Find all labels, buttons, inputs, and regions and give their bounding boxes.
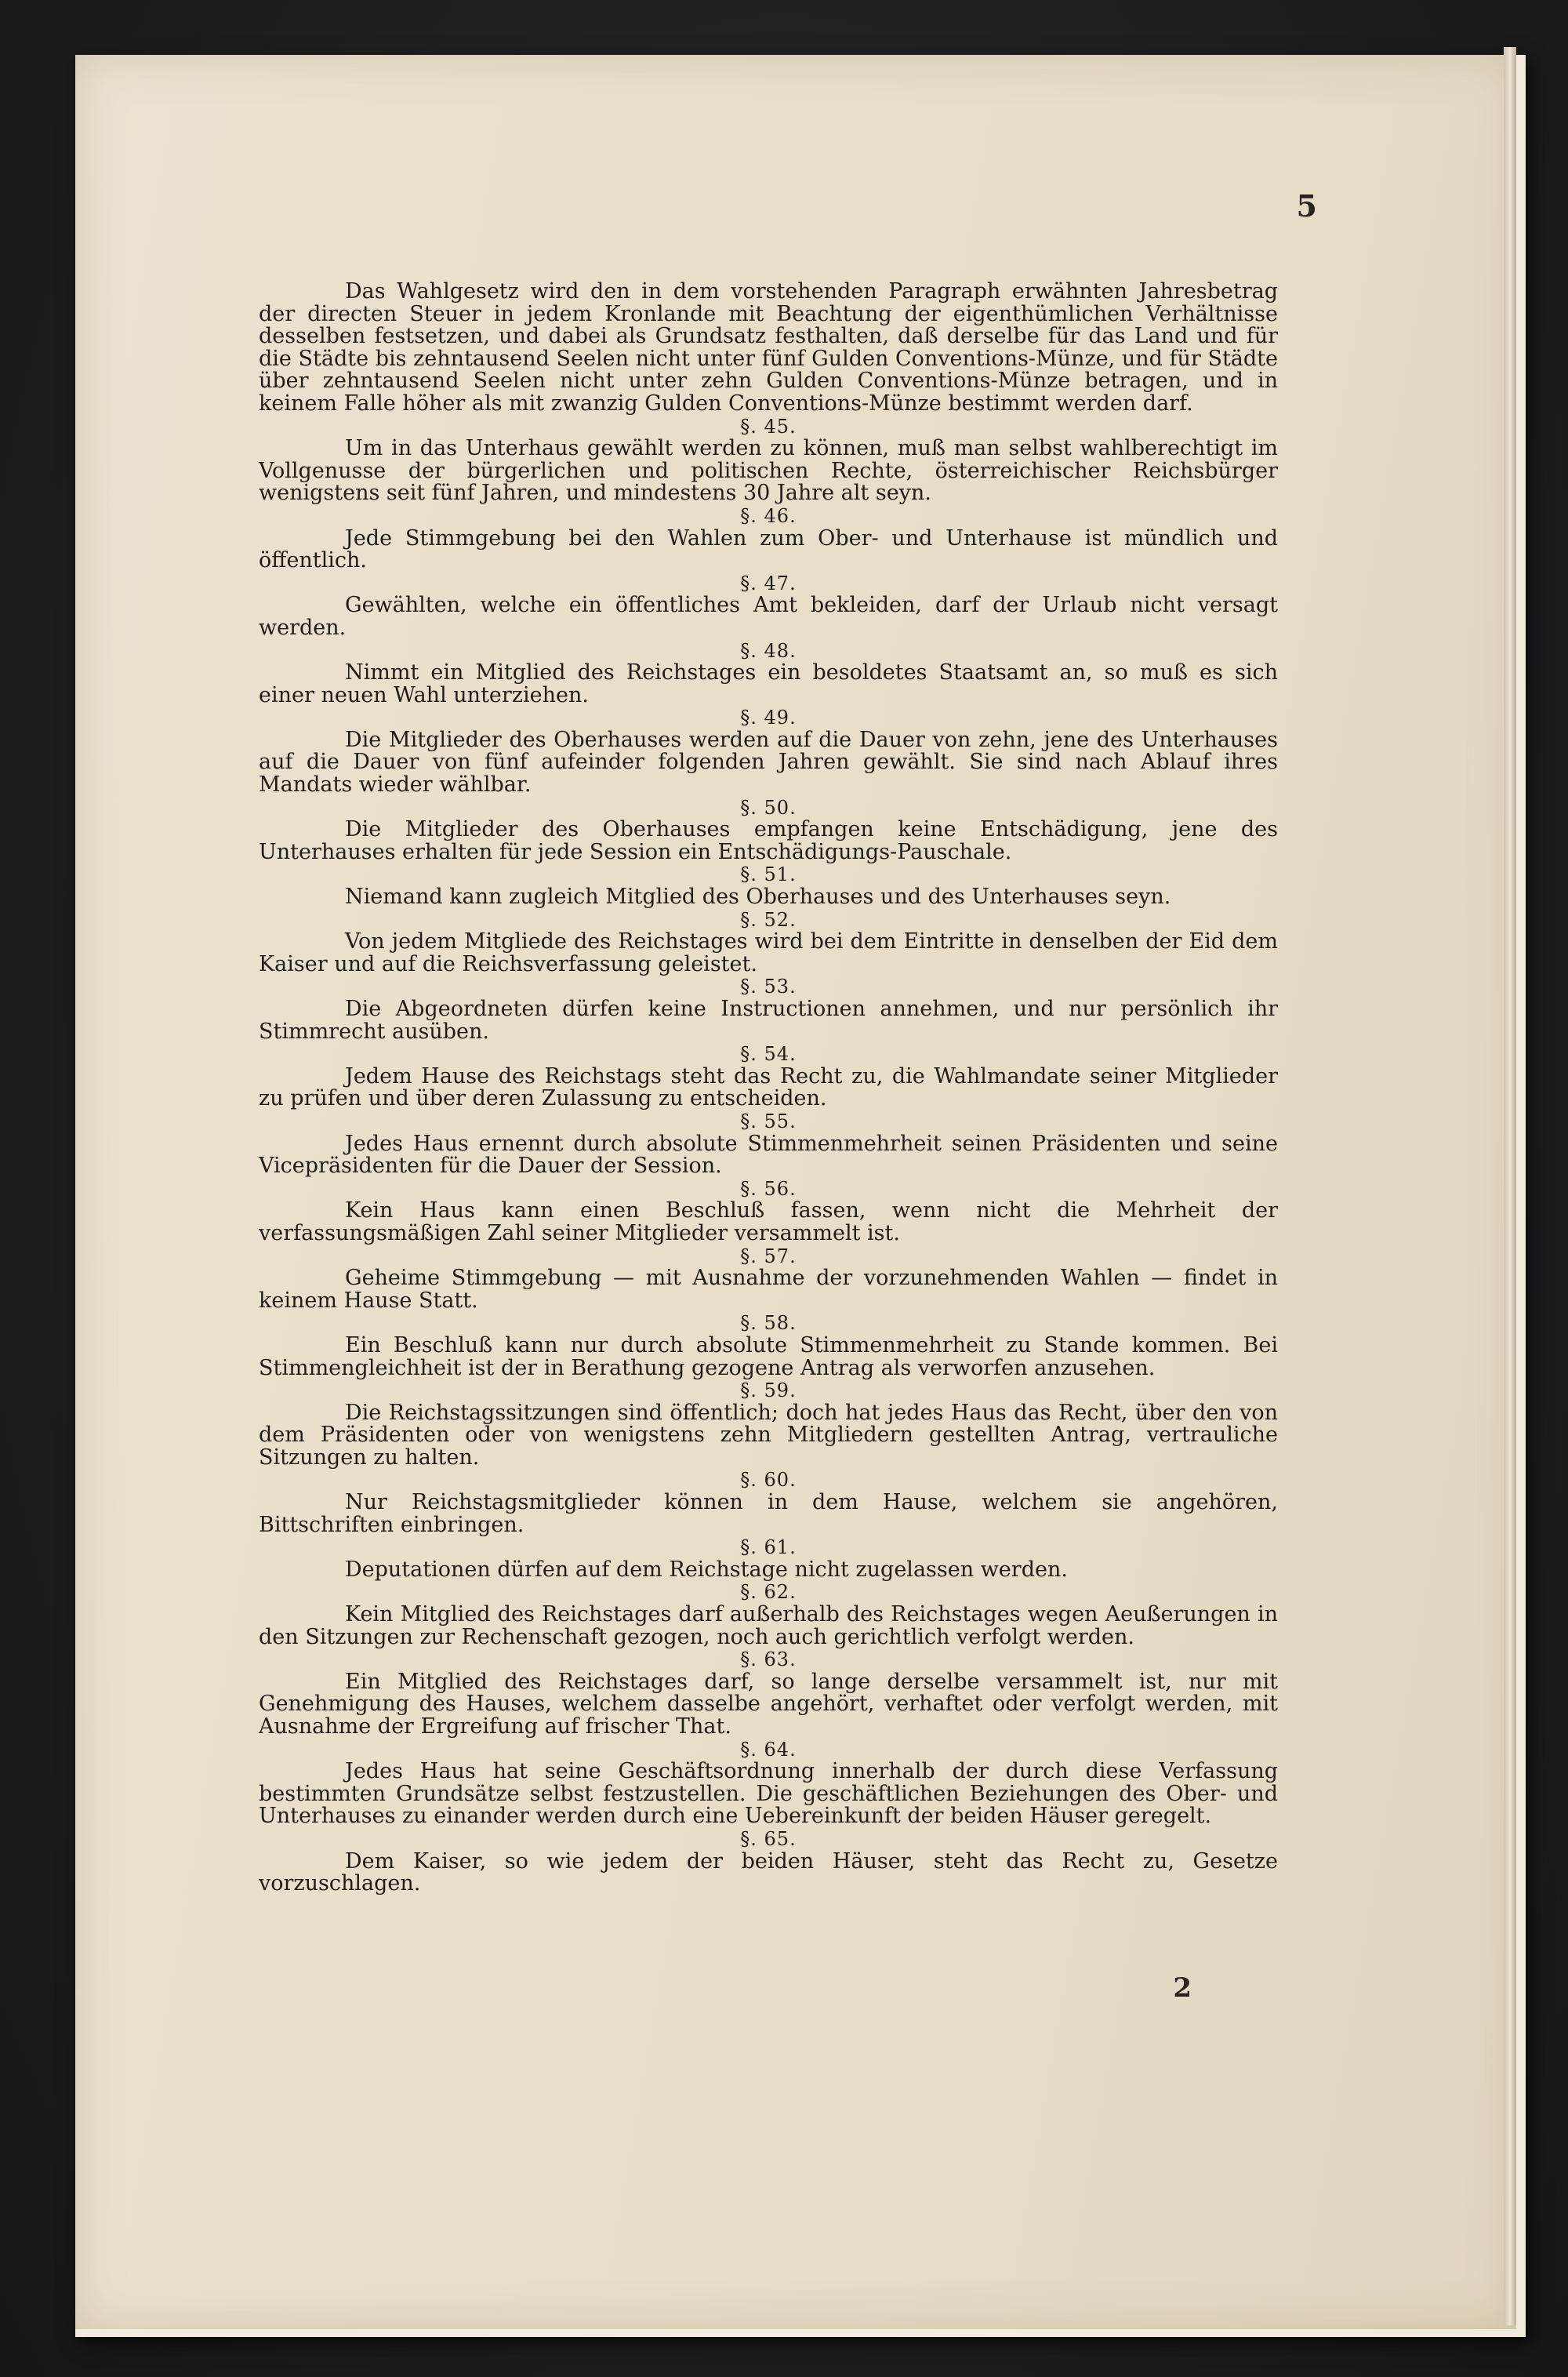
section-heading: §. 52. [740,908,797,931]
section-heading: §. 48. [740,639,797,662]
section-heading: §. 64. [740,1738,797,1761]
section-heading: §. 46. [740,504,797,527]
section-heading: §. 65. [740,1827,797,1850]
paragraph: Gewählten, welche ein öffentliches Amt bekleiden, darf der Urlaub nicht versagt werden. [259,593,1278,640]
section-heading: §. 59. [740,1379,797,1402]
paragraph: Die Mitglieder des Oberhauses empfangen keine Entschädigung, jene des Unterhauses erhalten für jede Session ein Entschädigungs-Pauschale. [259,817,1278,864]
section-heading: §. 56. [740,1177,797,1200]
section-heading: §. 49. [740,707,797,729]
section-heading: §. 50. [740,796,797,819]
paragraph: Ein Beschluß kann nur durch absolute Stimmenmehrheit zu Stande kommen. Bei Stimmengleichheit ist der in Berathung gezogene Antrag als verworfen anzusehen. [259,1332,1278,1380]
section-heading: §. 47. [740,572,797,594]
section-heading: §. 62. [740,1581,797,1604]
paragraph: Jedes Haus hat seine Geschäftsordnung innerhalb der durch diese Verfassung bestimmten Grundsätze selbst festzustellen. Die geschäftlichen Beziehungen des Ober- und Unterhauses zu einander werden durch eine Uebereinkunft der beiden Häuser geregelt. [259,1759,1278,1829]
paragraph: Geheime Stimmgebung — mit Ausnahme der vorzunehmenden Wahlen — findet in keinem Hause Statt. [259,1266,1278,1313]
paragraph: Die Reichstagssitzungen sind öffentlich; doch hat jedes Haus das Recht, über den von dem Präsidenten oder von wenigstens zehn Mitgliedern gestellten Antrag, vertrauliche Sitzungen zu halten. [259,1400,1278,1470]
paragraph: Jede Stimmgebung bei den Wahlen zum Ober- und Unterhause ist mündlich und öffentlich. [259,525,1278,573]
section-heading: §. 61. [740,1536,797,1559]
section-heading: §. 45. [740,415,797,438]
section-heading: §. 58. [740,1312,797,1335]
paragraph: Jedes Haus ernennt durch absolute Stimmenmehrheit seinen Präsidenten und seine Vicepräsidenten für die Dauer der Session. [259,1131,1278,1179]
sheet-signature: 2 [1173,1972,1192,2004]
page-edge [1504,47,1516,2325]
paragraph: Jedem Hause des Reichstags steht das Recht zu, die Wahlmandate seiner Mitglieder zu prüfen und über deren Zulassung zu entscheiden. [259,1063,1278,1111]
section-heading: §. 54. [740,1043,797,1066]
paragraph: Um in das Unterhaus gewählt werden zu können, muß man selbst wahlberechtigt im Vollgenusse der bürgerlichen und politischen Rechte, österreichischer Reichsbürger wenigstens seit fünf Jahren, und mindestens 30 Jahre alt seyn. [259,436,1278,506]
paragraph: Nur Reichstagsmitglieder können in dem Hause, welchem sie angehören, Bittschriften einbringen. [259,1490,1278,1537]
section-heading: §. 60. [740,1469,797,1492]
paragraph: Nimmt ein Mitglied des Reichstages ein besoldetes Staatsamt an, so muß es sich einer neuen Wahl unterziehen. [259,660,1278,707]
section-heading: §. 55. [740,1110,797,1132]
page-number: 5 [1296,188,1317,224]
paragraph: Die Mitglieder des Oberhauses werden auf die Dauer von zehn, jene des Unterhauses auf die Dauer von fünf aufeinder folgenden Jahren gewählt. Sie sind nach Ablauf ihres Mandats wieder wählbar. [259,727,1278,798]
paragraph: Von jedem Mitgliede des Reichstages wird bei dem Eintritte in denselben der Eid dem Kaiser und auf die Reichsverfassung geleistet. [259,929,1278,976]
section-heading: §. 51. [740,863,797,886]
paragraph: Die Abgeordneten dürfen keine Instructionen annehmen, und nur persönlich ihr Stimmrecht ausüben. [259,997,1278,1044]
paragraph: Das Wahlgesetz wird den in dem vorstehenden Paragraph erwähnten Jahresbetrag der directen Steuer in jedem Kronlande mit Beachtung der eigenthümlichen Verhältnisse desselben festsetzen, und dabei als Grundsatz festhalten, daß derselbe für das Land und für die Städte bis zehntausend Seelen nicht unter fünf Gulden Conventions-Münze, und für Städte über zehntausend Seelen nicht unter zehn Gulden Conventions-Münze betragen, und in keinem Falle höher als mit zwanzig Gulden Conventions-Münze bestimmt werden darf. [259,279,1278,416]
paragraph: Kein Mitglied des Reichstages darf außerhalb des Reichstages wegen Aeußerungen in den Sitzungen zur Rechenschaft gezogen, noch auch gerichtlich verfolgt werden. [259,1602,1278,1649]
paragraph: Niemand kann zugleich Mitglied des Oberhauses und des Unterhauses seyn. [345,885,1171,910]
document-body [259,281,1278,1895]
section-heading: §. 57. [740,1245,797,1267]
paragraph: Deputationen dürfen auf dem Reichstage nicht zugelassen werden. [345,1557,1068,1582]
paragraph: Dem Kaiser, so wie jedem der beiden Häuser, steht das Recht zu, Gesetze vorzuschlagen. [259,1848,1278,1896]
section-heading: §. 53. [740,976,797,998]
paragraph: Ein Mitglied des Reichstages darf, so lange derselbe versammelt ist, nur mit Genehmigung des Hauses, welchem dasselbe angehört, verhaftet oder verfolgt werden, mit Ausnahme der Ergreifung auf frischer That. [259,1669,1278,1739]
paragraph: Kein Haus kann einen Beschluß fassen, wenn nicht die Mehrheit der verfassungsmäßigen Zahl seiner Mitglieder versammelt ist. [259,1198,1278,1245]
section-heading: §. 63. [740,1648,797,1671]
